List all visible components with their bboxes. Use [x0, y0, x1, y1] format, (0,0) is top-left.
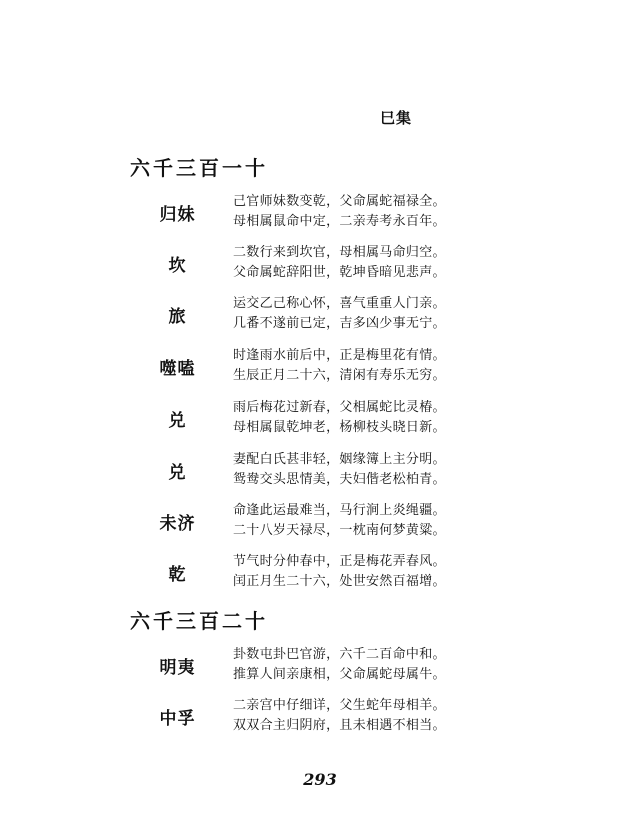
verse	[233, 294, 446, 334]
verse	[233, 450, 446, 490]
verse-line-1: 妻配白氏甚非轻，姻缘簿上主分明。	[233, 452, 446, 467]
entry-kan	[130, 241, 490, 285]
verse	[233, 552, 446, 592]
hexagram-name: 乾	[168, 564, 187, 585]
verse-line-2: 几番不遂前已定，吉多凶少事无宁。	[233, 316, 446, 331]
verse-line-1: 二亲宫中仔细详，父生蛇年母相羊。	[233, 698, 446, 713]
verse	[233, 645, 446, 685]
verse	[233, 192, 446, 232]
verse-line-1: 运交乙己称心怀，喜气重重人门亲。	[233, 296, 446, 311]
page-number: 293	[303, 770, 337, 789]
verse-line-2: 鸳鸯交头思情美，夫妇偕老松柏青。	[233, 472, 446, 487]
entry-shi-he	[130, 344, 490, 388]
hexagram-name: 坎	[168, 255, 187, 276]
verse	[233, 501, 446, 541]
verse-line-1: 己官师妹数变乾，父命属蛇福禄全。	[233, 194, 446, 209]
verse	[233, 696, 446, 736]
hexagram-name: 兑	[168, 410, 187, 431]
verse-line-2: 母相属鼠命中定，二亲寿考永百年。	[233, 214, 446, 229]
hexagram-name: 归妹	[159, 204, 196, 225]
entry-lv	[130, 292, 490, 336]
verse-line-2: 双双合主归阴府，且未相遇不相当。	[233, 718, 446, 733]
verse	[233, 243, 446, 283]
section-title-6320: 六千三百二十	[130, 609, 268, 633]
hexagram-name: 明夷	[159, 657, 196, 678]
entry-wei-ji	[130, 499, 490, 543]
verse-line-1: 时逢雨水前后中，正是梅里花有情。	[233, 348, 446, 363]
verse-line-2: 母相属鼠乾坤老，杨柳枝头晓日新。	[233, 420, 446, 435]
verse-line-2: 推算人间亲康相，父命属蛇母属牛。	[233, 667, 446, 682]
verse	[233, 398, 446, 438]
verse-line-1: 命逢此运最难当，马行涧上炎绳疆。	[233, 503, 446, 518]
verse-line-1: 雨后梅花过新春，父相属蛇比灵椿。	[233, 400, 446, 415]
verse-line-2: 二十八岁天禄尽，一枕南何梦黄粱。	[233, 523, 446, 538]
verse-line-2: 生辰正月二十六，清闲有寿乐无穷。	[233, 368, 446, 383]
entry-zhong-fu	[130, 694, 490, 738]
entry-ming-yi	[130, 643, 490, 687]
hexagram-name: 旅	[168, 306, 187, 327]
hexagram-name: 噬嗑	[159, 358, 196, 379]
page-header: 巳集	[380, 109, 413, 127]
entry-gui-mei	[130, 190, 490, 234]
verse-line-1: 二数行来到坎官，母相属马命归空。	[233, 245, 446, 260]
entry-dui-2	[130, 448, 490, 492]
hexagram-name: 未济	[159, 513, 196, 534]
verse-line-2: 父命属蛇辞阳世，乾坤昏暗见悲声。	[233, 265, 446, 280]
entry-qian	[130, 550, 490, 594]
hexagram-name: 兑	[168, 462, 187, 483]
entry-dui-1	[130, 396, 490, 440]
verse-line-2: 闰正月生二十六，处世安然百福增。	[233, 574, 446, 589]
verse	[233, 346, 446, 386]
section-title-6310: 六千三百一十	[130, 156, 268, 180]
hexagram-name: 中孚	[159, 708, 196, 729]
verse-line-1: 节气时分仲春中，正是梅花弄春风。	[233, 554, 446, 569]
verse-line-1: 卦数屯卦巴官游，六千二百命中和。	[233, 647, 446, 662]
